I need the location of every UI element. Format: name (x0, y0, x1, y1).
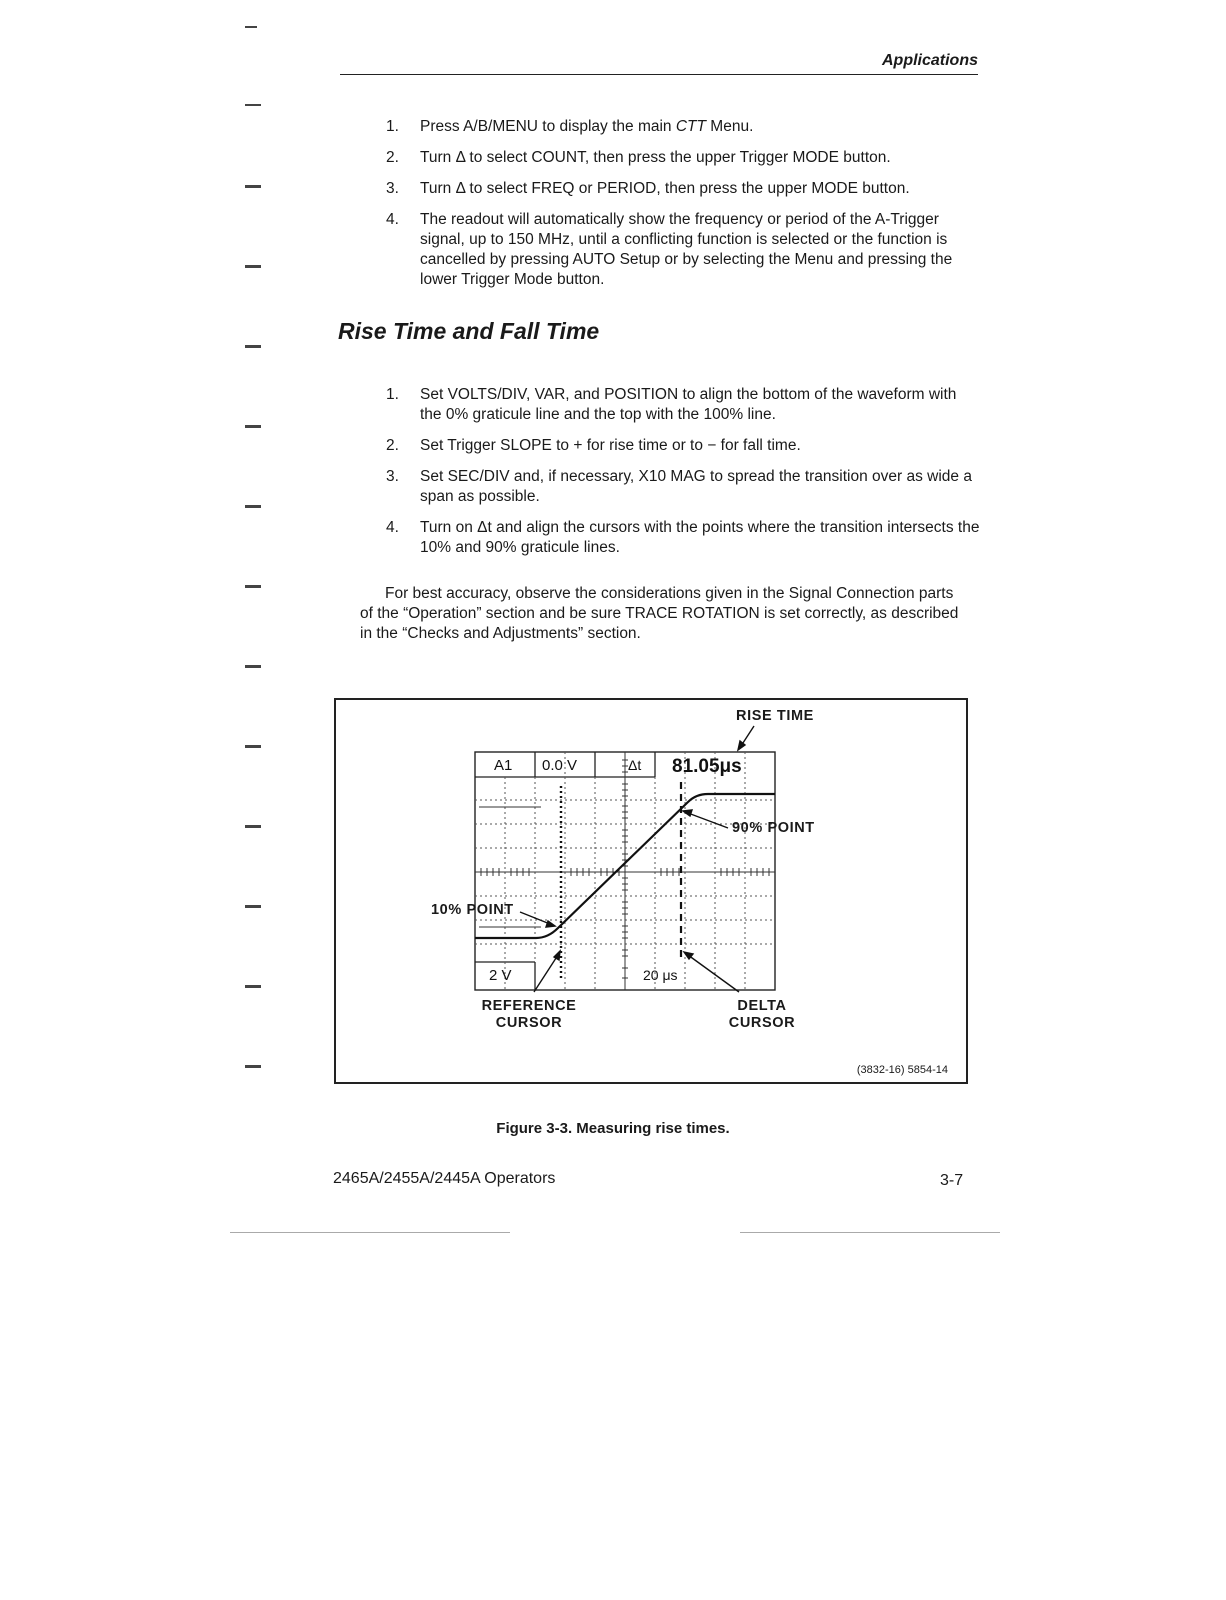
label-delta-line2: CURSOR (728, 1015, 796, 1031)
margin-mark (245, 905, 261, 908)
label-reference-line1: REFERENCE (481, 998, 577, 1014)
scan-edge-line (740, 1232, 1000, 1233)
readout-channel: A1 (494, 757, 513, 774)
list-item (382, 436, 982, 456)
ctt-steps-list (382, 117, 982, 301)
rise-steps-list (382, 385, 982, 569)
label-rise-time: RISE TIME (736, 708, 814, 724)
header-rule (340, 74, 978, 75)
margin-mark (245, 585, 261, 588)
reference-cursor-arrow (534, 955, 558, 992)
list-item (382, 467, 982, 507)
margin-mark (245, 104, 261, 106)
step-number: 4. (386, 211, 399, 228)
step-number: 2. (386, 437, 399, 454)
label-delta-cursor (722, 998, 802, 1032)
margin-mark (245, 825, 261, 828)
step-text: Set Trigger SLOPE to + for rise time or to − for fall time. (420, 437, 801, 454)
step-text: Turn on Δt and align the cursors with the points where the transition intersects the 10% and 90% graticule lines. (420, 519, 980, 556)
label-reference-line2: CURSOR (495, 1015, 563, 1031)
margin-mark (245, 425, 261, 428)
readout-offset: 0.0 V (542, 757, 578, 774)
label-delta-line1: DELTA (737, 998, 787, 1014)
step-text: Set VOLTS/DIV, VAR, and POSITION to align the bottom of the waveform with the 0% graticule line and the top with the 100% line. (420, 386, 957, 423)
list-item (382, 518, 982, 558)
scan-edge-line (230, 1232, 510, 1233)
scope-display-diagram (336, 700, 966, 1082)
label-90-percent-point: 90% POINT (732, 820, 815, 836)
list-item (382, 210, 982, 290)
step-text: Set SEC/DIV and, if necessary, X10 MAG to spread the transition over as wide a span as possible. (420, 468, 972, 505)
readout-delta-symbol: Δt (628, 757, 642, 773)
margin-mark (245, 665, 261, 668)
step-emphasis: CTT (675, 118, 706, 135)
step-number: 1. (386, 118, 399, 135)
figure-rise-time (334, 698, 968, 1084)
step-number: 3. (386, 180, 399, 197)
step-number: 3. (386, 468, 399, 485)
figure-code: (3832-16) 5854-14 (856, 1064, 948, 1076)
list-item (382, 385, 982, 425)
list-item (382, 117, 982, 137)
step-number: 1. (386, 386, 399, 403)
label-reference-cursor (474, 998, 584, 1032)
footer-model: 2465A/2455A/2445A Operators (333, 1170, 556, 1187)
readout-delta-value: 81.05μs (672, 756, 742, 777)
figure-caption: Figure 3-3. Measuring rise times. (496, 1120, 730, 1137)
section-heading: Rise Time and Fall Time (338, 318, 600, 344)
list-item (382, 148, 982, 168)
margin-mark (245, 985, 261, 988)
step-text: Turn Δ to select FREQ or PERIOD, then press the upper MODE button. (420, 180, 910, 197)
step-text: Turn Δ to select COUNT, then press the upper Trigger MODE button. (420, 149, 891, 166)
margin-mark (245, 26, 257, 28)
readout-sec-div: 20 μs (643, 967, 678, 983)
list-item (382, 179, 982, 199)
margin-mark (245, 505, 261, 508)
margin-mark (245, 265, 261, 268)
step-text-tail: Menu. (706, 118, 754, 135)
margin-mark (245, 185, 261, 188)
page-number: 3-7 (940, 1172, 964, 1189)
step-number: 4. (386, 519, 399, 536)
label-10-percent-point: 10% POINT (431, 902, 514, 918)
margin-mark (245, 1065, 261, 1068)
running-header: Applications (881, 52, 978, 69)
step-number: 2. (386, 149, 399, 166)
note-paragraph: For best accuracy, observe the considerations given in the Signal Connection parts of the “Operation” section and be sure TRACE ROTATION is set correctly, as described in the “Checks and Adjustments” section. (360, 585, 959, 642)
margin-mark (245, 345, 261, 348)
step-text: The readout will automatically show the frequency or period of the A-Trigger signal, up to 150 MHz, until a conflicting function is selected or the function is cancelled by pressing AUTO Setup or by selecting the Menu and pressing the lower Trigger Mode button. (420, 211, 953, 288)
margin-mark (245, 745, 261, 748)
step-text: Press A/B/MENU to display the main (420, 118, 676, 135)
delta-cursor-arrow (688, 955, 739, 992)
point-90-arrow (688, 813, 728, 828)
readout-volts-div: 2 V (489, 967, 512, 984)
